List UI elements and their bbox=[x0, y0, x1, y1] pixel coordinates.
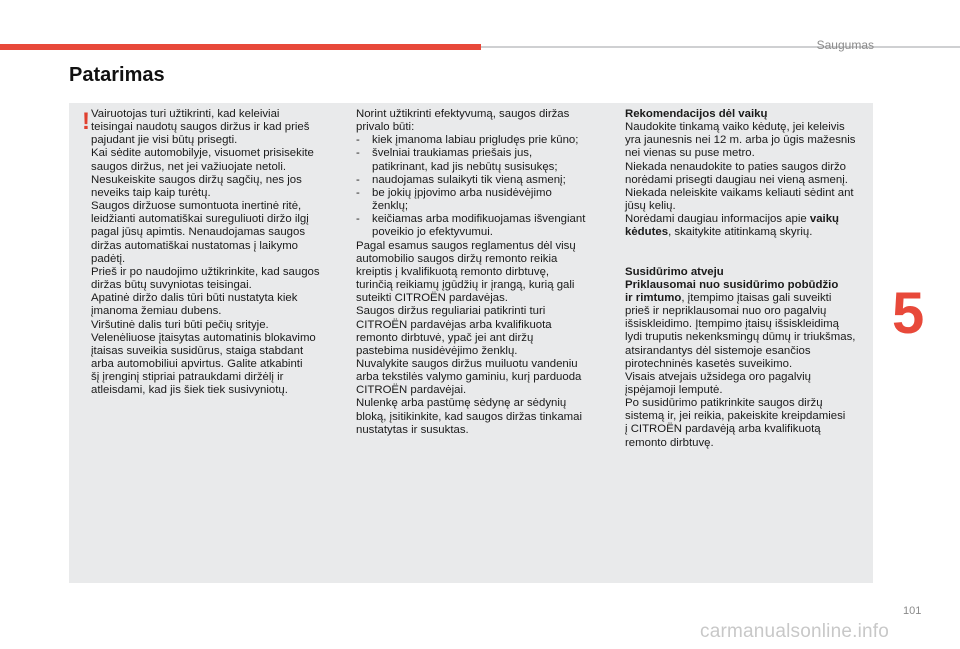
bullet-dash: - bbox=[356, 134, 360, 147]
text-line: išsiskleidimo. Įtempimo įtaisų išsiskleidimą bbox=[625, 318, 839, 331]
text-line: Prieš ir po naudojimo užtikrinkite, kad saugos bbox=[91, 265, 320, 278]
text-line: Saugos diržuose sumontuota inertinė ritė, bbox=[91, 200, 302, 213]
section-label: Saugumas bbox=[816, 38, 874, 52]
text-line: CITROËN pardavėjai. bbox=[356, 384, 467, 397]
text-line: CITROËN pardavėjas arba kvalifikuota bbox=[356, 318, 552, 331]
bullet-text: kiek įmanoma labiau prigludęs prie kūno; bbox=[372, 134, 579, 147]
text-line: Nuvalykite saugos diržus muiluotu vandeniu bbox=[356, 357, 578, 370]
bullet-text: be jokių įpjovimo arba nusidėvėjimo bbox=[372, 186, 552, 199]
text-line: kreiptis į kvalifikuotą remonto dirbtuvę, bbox=[356, 265, 550, 278]
column-belt-condition bbox=[356, 108, 608, 437]
text-line: Saugos diržus reguliariai patikrinti turi bbox=[356, 305, 546, 318]
text-line: remonto dirbtuvė, ypač jei ant diržų bbox=[356, 331, 534, 344]
text-line: remonto dirbtuvę. bbox=[625, 436, 714, 449]
text-line: atsirandantys dėl sistemoje esančios bbox=[625, 344, 811, 357]
page-title: Patarimas bbox=[69, 64, 165, 86]
bullet-text: naudojamas sulaikyti tik vieną asmenį; bbox=[372, 173, 566, 186]
text-line: suteikti CITROËN pardavėjas. bbox=[356, 292, 508, 305]
text-line: įmanoma žemiau dubens. bbox=[91, 305, 222, 318]
page-number: 101 bbox=[903, 605, 922, 617]
text-line: įtaisas suveikia susidūrus, staiga stabdant bbox=[91, 344, 304, 357]
bullet-item bbox=[356, 147, 608, 160]
text-line: lydi truputis nekenksmingų dūmų ir triukšmas, bbox=[625, 331, 856, 344]
text-line: arba tekstilės valymo gaminiu, kurį parduoda bbox=[356, 371, 582, 384]
text-line: pagal jūsų apimtis. Nenaudojamas saugos bbox=[91, 226, 306, 239]
text-line: Po susidūrimo patikrinkite saugos diržų bbox=[625, 397, 823, 410]
text-line: Kai sėdite automobilyje, visuomet prisisekite bbox=[91, 147, 314, 160]
text-line: Norint užtikrinti efektyvumą, saugos diržas bbox=[356, 108, 570, 120]
advice-panel bbox=[69, 103, 873, 583]
text-line: Apatinė diržo dalis tūri būti nustatyta kiek bbox=[91, 292, 298, 305]
paragraph-gap bbox=[625, 240, 871, 266]
bullet-continuation: poveikio jo efektyvumui. bbox=[372, 226, 493, 239]
text-line: Viršutinė dalis turi būti pečių srityje. bbox=[91, 318, 269, 331]
column-children-impact bbox=[625, 108, 871, 450]
text-line: Nesukeiskite saugos diržų sagčių, nes jos bbox=[91, 173, 302, 186]
bullet-item bbox=[356, 187, 608, 200]
text-line: sistemą ir, jei reikia, pakeiskite kreipdamiesi bbox=[625, 410, 846, 423]
text-line: pirotechninės kasetės suveikimo. bbox=[625, 357, 793, 370]
children-heading: Rekomendacijos dėl vaikų bbox=[625, 108, 768, 120]
text-line: neveiks taip kaip turėtų. bbox=[91, 186, 211, 199]
text-line: leidžianti automatiškai sureguliuoti diržo ilgį bbox=[91, 213, 309, 226]
text-line: prieš ir nepriklausomai nuo oro pagalvių bbox=[625, 305, 827, 318]
more-info-line bbox=[625, 226, 871, 239]
text-line: pastebima nusidėvėjimo ženklų. bbox=[356, 344, 518, 357]
impact-heading: Susidūrimo atveju bbox=[625, 265, 724, 278]
text-line: Visais atvejais užsidega oro pagalvių bbox=[625, 370, 811, 383]
bullet-text: švelniai traukiamas priešais jus, bbox=[372, 147, 533, 160]
bullet-dash: - bbox=[356, 213, 360, 226]
header-rule bbox=[481, 46, 960, 48]
bullet-item bbox=[356, 174, 608, 187]
text-line: automobilio saugos diržų remonto reikia bbox=[356, 252, 558, 265]
bullet-dash: - bbox=[356, 147, 360, 160]
text-line: pajudant jie visi būtų prisegti. bbox=[91, 134, 238, 147]
header-accent-bar bbox=[0, 44, 481, 50]
bullet-item bbox=[356, 213, 608, 226]
text-line: diržas būtų suvyniotas teisingai. bbox=[91, 279, 252, 292]
text-line: Nulenkę arba pastūmę sėdynę ar sėdynių bbox=[356, 397, 567, 410]
bullet-item bbox=[356, 134, 608, 147]
text-line: atleisdami, kad jis šiek tiek susivyniotų. bbox=[91, 384, 288, 397]
text-line: nei vienas su puse metro. bbox=[625, 147, 755, 160]
impact-first-line bbox=[625, 292, 871, 305]
impact-first-rest: , įtempimo įtaisas gali suveikti bbox=[681, 291, 832, 304]
impact-bold-start: ir rimtumo bbox=[625, 291, 682, 304]
text-line: nustatytas ir susuktas. bbox=[356, 423, 469, 436]
text-line: šį įrenginį stipriai patraukdami diržėlį ir bbox=[91, 371, 284, 384]
more-info-text: , skaitykite atitinkamą skyrių. bbox=[668, 226, 813, 239]
text-line: Niekada neleiskite vaikams keliauti sėdint ant bbox=[625, 186, 854, 199]
text-line: į CITROËN pardavėją arba kvalifikuotą bbox=[625, 423, 821, 436]
text-line: diržas automatiškai nustatomas į laikymo bbox=[91, 239, 299, 252]
watermark: carmanualsonline.info bbox=[700, 621, 890, 642]
text-line: įspėjamoji lemputė. bbox=[625, 383, 723, 396]
bullet-continuation: patikrinant, kad jis nebūtų susisukęs; bbox=[372, 160, 558, 173]
bullet-text: keičiamas arba modifikuojamas išvengiant bbox=[372, 213, 586, 226]
text-line: Niekada nenaudokite to paties saugos diržo bbox=[625, 160, 846, 173]
text-line: privalo būti: bbox=[356, 121, 415, 134]
warning-icon: ! bbox=[82, 108, 90, 135]
text-line: bloką, įsitikinkite, kad saugos diržas tinkamai bbox=[356, 410, 583, 423]
column-belt-usage bbox=[91, 108, 323, 397]
text-line: Vairuotojas turi užtikrinti, kad keleiviai bbox=[91, 108, 280, 120]
text-line: norėdami prisegti daugiau nei vieną asmenį. bbox=[625, 173, 848, 186]
impact-subheading: Priklausomai nuo susidūrimo pobūdžio bbox=[625, 278, 839, 291]
text-line: jūsų kelių. bbox=[625, 200, 676, 213]
more-info-text: Norėdami daugiau informacijos apie bbox=[625, 213, 810, 226]
text-line: yra jaunesnis nei 12 m. arba jo ūgis mažesnis bbox=[625, 134, 856, 147]
bullet-dash: - bbox=[356, 186, 360, 199]
chapter-number: 5 bbox=[892, 281, 925, 346]
text-line: Velenėliuose įtaisytas automatinis blokavimo bbox=[91, 331, 316, 344]
text-line: teisingai naudotų saugos diržus ir kad prieš bbox=[91, 121, 310, 134]
more-info-line bbox=[625, 213, 871, 226]
bullet-continuation: ženklų; bbox=[372, 200, 409, 213]
child-seats-ref: vaikų bbox=[809, 213, 840, 226]
text-line: Naudokite tinkamą vaiko kėdutę, jei keleivis bbox=[625, 121, 845, 134]
text-line: padėtį. bbox=[91, 252, 126, 265]
text-line: Pagal esamus saugos reglamentus dėl visų bbox=[356, 239, 576, 252]
bullet-dash: - bbox=[356, 173, 360, 186]
text-line: arba automobiliui apvirtus. Galite atkabinti bbox=[91, 357, 303, 370]
text-line: turinčią reikiamų įgūdžių ir įrangą, kurią gali bbox=[356, 279, 575, 292]
child-seats-ref: kėdutes bbox=[625, 226, 669, 239]
text-line: saugos diržus, net jei važiuojate netoli. bbox=[91, 160, 287, 173]
